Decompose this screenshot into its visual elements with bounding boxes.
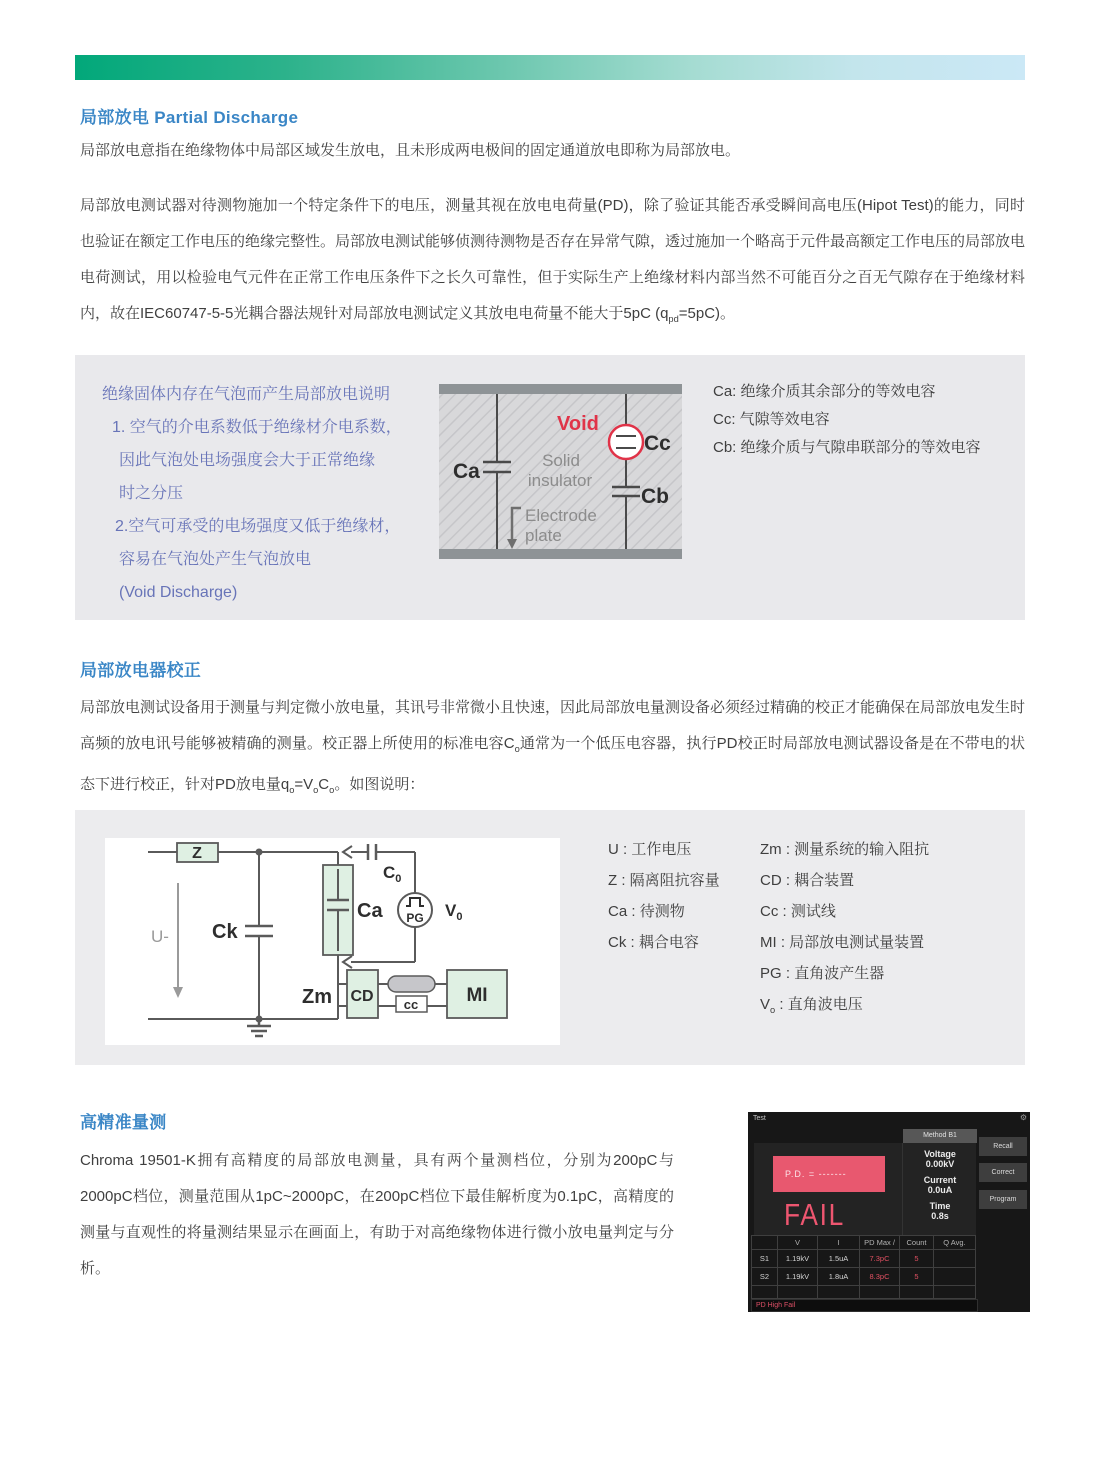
intro-paragraph-2	[80, 188, 1025, 337]
circuit-legend-left	[608, 837, 720, 961]
calibration-circuit-box	[75, 810, 1025, 1065]
legend-item: MI : 局部放电测试量装置	[760, 934, 925, 951]
subscript-c0: o	[514, 744, 520, 754]
calibration-text: 。如图说明：	[334, 776, 425, 793]
current-readout: Current 0.0uA	[923, 1175, 957, 1195]
label-plate: plate	[525, 526, 562, 545]
voltage-arrow-icon	[173, 883, 183, 998]
void-note-line: (Void Discharge)	[119, 584, 238, 601]
legend-cc: Cc: 气隙等效电容	[713, 411, 830, 428]
legend-item: Z : 隔离阻抗容量	[608, 872, 720, 889]
calibration-text: =V	[294, 776, 314, 793]
label-void: Void	[557, 413, 599, 435]
screen-mode-label: Test	[753, 1115, 766, 1122]
label-c0: $C_0$	[383, 863, 402, 885]
intro-paragraph-2-text: 局部放电测试器对待测物施加一个特定条件下的电压，测量其视在放电电荷量(PD)，除了验证其能否承受瞬间高电压(Hipot Test)的能力，同时也验证在额定工作电压的绝缘完整性。局部放电测试能够侦测待测物是否存在异常气隙，透过施加一个略高于元件最高额定工作电压的局部放电电荷测试，用以检验电气元件在正常工作电压条件下之长久可靠性，但于实际生产上绝缘材料内部当然不可能百分之百无气隙存在于绝缘材料内，故在IEC60747-5-5光耦合器法规针对局部放电测试定义其放电电荷量不能大于5pC (q	[80, 197, 1026, 322]
label-u: U-	[151, 927, 169, 946]
circuit-diagram-panel	[105, 838, 560, 1045]
instrument-screen	[748, 1112, 1030, 1312]
label-cc: cc	[403, 997, 419, 1012]
program-button[interactable]: Program	[979, 1190, 1027, 1209]
legend-item: Ca : 待测物	[608, 903, 685, 920]
legend-cb: Cb: 绝缘介质与气隙串联部分的等效电容	[713, 439, 981, 456]
subscript-q0: o	[289, 785, 295, 795]
void-discharge-note-box	[75, 355, 1025, 620]
arrow-left-top-icon	[343, 846, 352, 858]
electrode-plate-top	[439, 384, 682, 394]
table-row-s2: S2 1.19kV 1.8uA 8.3pC 5	[752, 1268, 976, 1286]
label-insulator: insulator	[527, 471, 593, 490]
label-cb: Cb	[641, 485, 669, 508]
label-v0: $V_0$	[445, 901, 463, 923]
calibration-text: C	[318, 776, 330, 793]
status-bar: PD High Fail	[751, 1299, 978, 1312]
circuit-legend-right	[760, 837, 929, 1023]
label-mi: MI	[466, 985, 488, 1006]
section-title-calibration: 局部放电器校正	[80, 661, 202, 680]
table-row-s1: S1 1.19kV 1.5uA 7.3pC 5	[752, 1250, 976, 1268]
label-zm: Zm	[302, 986, 332, 1008]
label-solid: Solid	[542, 451, 580, 470]
void-note-line: 时之分压	[119, 485, 184, 502]
void-note-line: 1. 空气的介电系数低于绝缘材介电系数，	[112, 419, 402, 436]
screen-main-panel	[754, 1143, 976, 1235]
void-note-text	[102, 378, 437, 609]
subscript-v0: o	[313, 785, 319, 795]
label-ca: Ca	[453, 460, 480, 483]
label-cc: Cc	[644, 432, 671, 455]
legend-item: CD : 耦合装置	[760, 872, 855, 889]
fail-status-text: FAIL	[784, 1197, 846, 1232]
pd-readout-box: P.D. = -------	[773, 1156, 885, 1192]
pulse-generator-icon	[398, 893, 432, 927]
subscript-qpd: pd	[668, 314, 679, 324]
void-note-line: 2.空气可承受的电场强度又低于绝缘材，	[115, 518, 401, 535]
void-diagram-legend	[713, 378, 981, 462]
voltage-readout: Voltage 0.00kV	[924, 1149, 956, 1169]
arrow-left-bottom-icon	[343, 956, 352, 968]
legend-item: Cc : 测试线	[760, 903, 836, 920]
correct-button[interactable]: Correct	[979, 1163, 1027, 1182]
label-cd: CD	[350, 988, 374, 1005]
section-title-partial-discharge: 局部放电 Partial Discharge	[80, 108, 299, 127]
measuring-instrument-block	[447, 970, 507, 1018]
legend-item: Zm : 测量系统的输入阻抗	[760, 841, 930, 858]
junction-dot-top	[256, 849, 263, 856]
calibration-text: 通常为一个低压电容器，执行PD校正时局部放电测试器设备是在不带电的状态下进行校正，针对PD放电量q	[80, 735, 1025, 793]
recall-button[interactable]: Recall	[979, 1137, 1027, 1156]
label-ck: Ck	[212, 921, 238, 943]
void-capacitance-diagram	[439, 384, 682, 559]
coupling-device-block	[347, 970, 378, 1018]
table-header-row: V I PD Max / Count Q Avg.	[752, 1236, 976, 1250]
header-gradient-bar	[75, 55, 1025, 80]
legend-ca: Ca: 绝缘介质其余部分的等效电容	[713, 383, 936, 400]
void-note-line: 容易在气泡处产生气泡放电	[119, 551, 312, 568]
legend-item: PG : 直角波产生器	[760, 965, 885, 982]
void-note-line: 因此气泡处电场强度会大于正常绝缘	[119, 452, 376, 469]
calibration-text: 局部放电测试设备用于测量与判定微小放电量，其讯号非常微小且快速，因此局部放电量测设备必须经过精确的校正才能确保在局部放电发生时高频的放电讯号能够被精确的测量。校正器上所使用的标准电容C	[80, 699, 1026, 752]
intro-paragraph-1: 局部放电意指在绝缘物体中局部区域发生放电，且未形成两电极间的固定通道放电即称为局部放电。	[80, 142, 741, 159]
legend-item: $V_o$ : 直角波电压	[760, 996, 863, 1015]
void-note-title: 绝缘固体内存在气泡而产生局部放电说明	[102, 386, 391, 403]
calibration-circuit-diagram	[105, 838, 560, 1045]
calibration-paragraph	[80, 690, 1025, 808]
intro-paragraph-2-end: =5pC)。	[678, 305, 736, 322]
time-readout: Time 0.8s	[929, 1201, 951, 1221]
gear-icon: ⚙	[1019, 1113, 1027, 1122]
dut-capacitor-ca	[323, 865, 353, 955]
label-pg: PG	[406, 911, 424, 925]
ground-icon	[247, 1019, 271, 1036]
legend-item: Ck : 耦合电容	[608, 934, 699, 951]
label-ca-dut: Ca	[357, 900, 383, 922]
label-electrode: Electrode	[525, 506, 597, 525]
results-table	[751, 1235, 976, 1299]
label-z: Z	[192, 845, 202, 862]
table-row-empty	[752, 1286, 976, 1299]
legend-item: U : 工作电压	[608, 841, 692, 858]
section-title-measurement: 高精准量测	[80, 1113, 167, 1132]
screen-readouts	[902, 1143, 977, 1235]
subscript-c0b: o	[329, 785, 335, 795]
method-tab[interactable]: Method B1	[903, 1129, 977, 1143]
void-circle	[609, 425, 643, 459]
measurement-paragraph: Chroma 19501-K拥有高精度的局部放电测量，具有两个量测档位，分别为200pC与2000pC档位，测量范围从1pC~2000pC，在200pC档位下最佳解析度为0.1pC，高精度的测量与直观性的将量测结果显示在画面上，有助于对高绝缘物体进行微小放电量判定与分析。	[80, 1152, 674, 1277]
electrode-plate-bottom	[439, 549, 682, 559]
